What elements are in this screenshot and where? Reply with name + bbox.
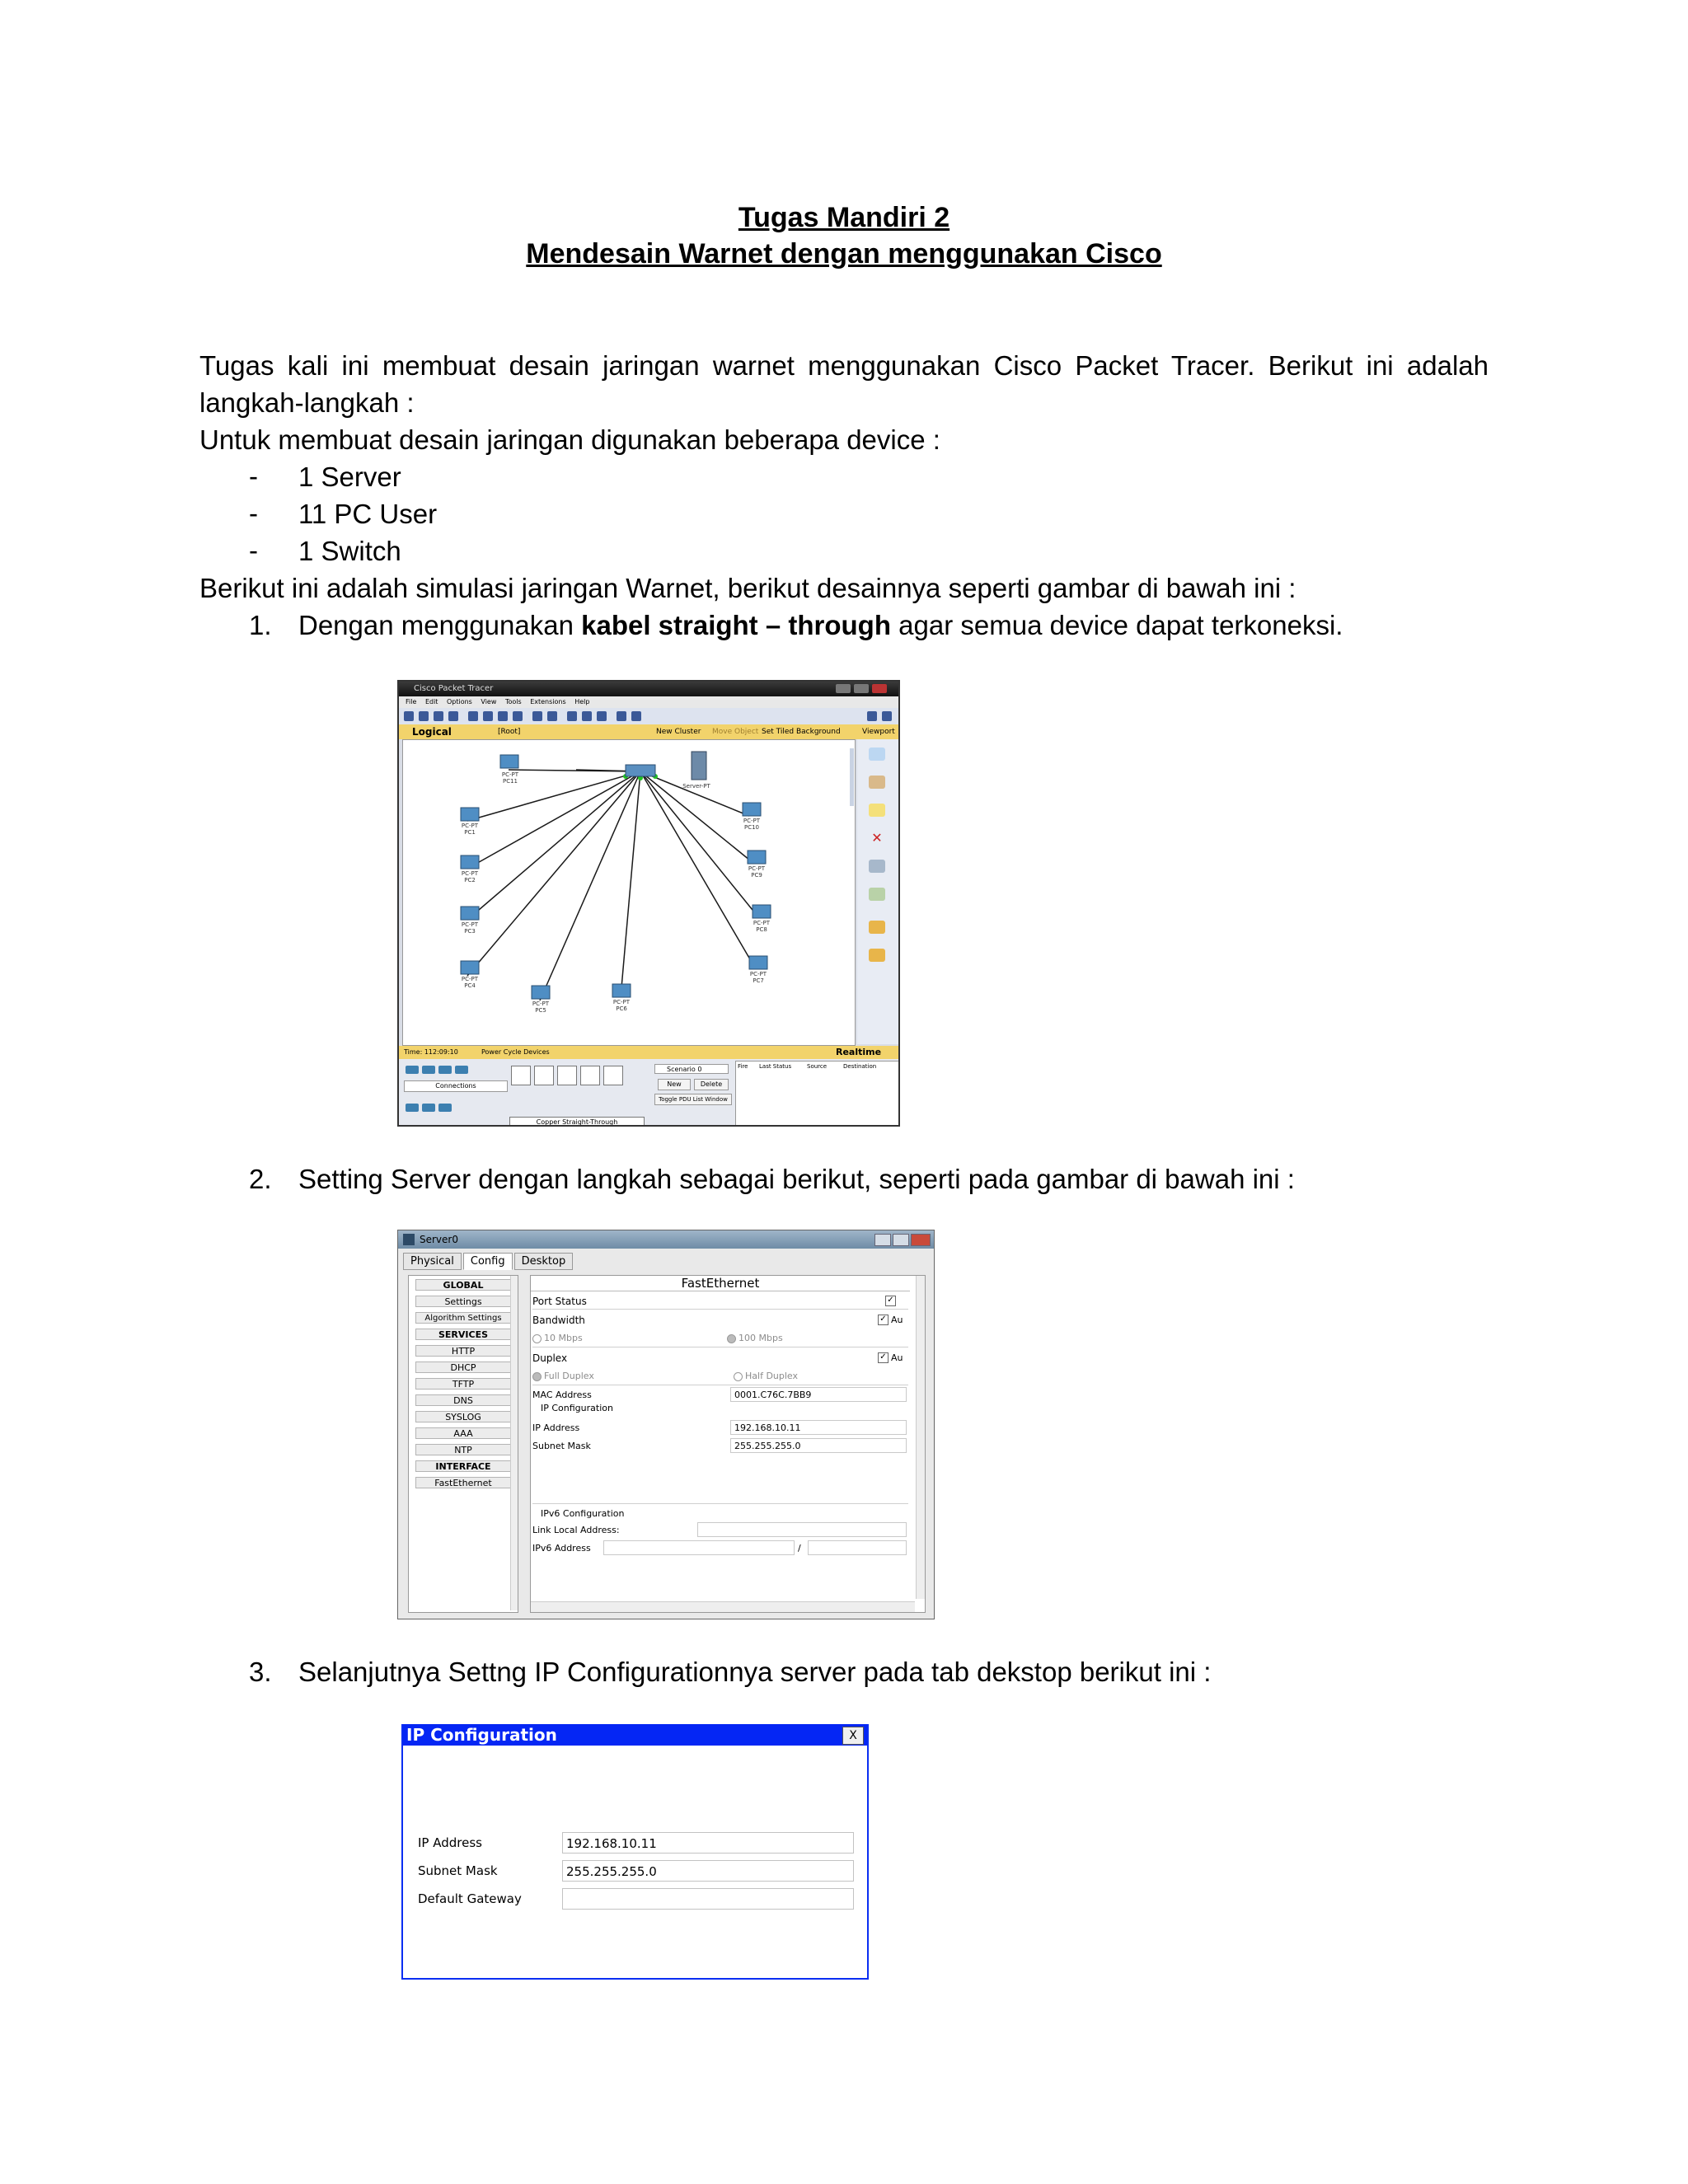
pc-type-label: PC-PT <box>501 771 519 778</box>
undo-icon[interactable] <box>532 711 542 721</box>
simulation-intro: Berikut ini adalah simulasi jaringan Warnet, berikut desainnya seperti gambar di bawah ini : <box>199 573 1296 603</box>
pt-logical-bar <box>399 724 898 739</box>
ipv6-configuration-label: IPv6 Configuration <box>541 1508 625 1519</box>
pt-workspace[interactable] <box>402 739 856 1046</box>
mac-address-label: MAC Address <box>532 1390 592 1400</box>
sidebar-item-aaa[interactable]: AAA <box>415 1427 511 1439</box>
subnet-mask-input[interactable]: 255.255.255.0 <box>562 1860 854 1882</box>
select-icon[interactable] <box>869 748 885 761</box>
full-duplex-radio[interactable] <box>532 1372 542 1381</box>
cable-type-label: Copper Straight-Through <box>509 1117 645 1127</box>
ip-address-label: IP Address <box>532 1422 580 1433</box>
menu-view[interactable]: View <box>481 698 497 705</box>
redo-icon[interactable] <box>547 711 557 721</box>
power-cycle-button[interactable]: Power Cycle Devices <box>481 1048 550 1056</box>
server-config-screenshot <box>397 1230 935 1619</box>
print-icon[interactable] <box>448 711 458 721</box>
pc-label: PC1 <box>464 829 476 836</box>
step-1-bold: kabel straight – through <box>581 610 891 640</box>
cable-line <box>540 771 640 1001</box>
step-2-text: Setting Server dengan langkah sebagai berikut, seperti pada gambar di bawah ini : <box>298 1164 1295 1194</box>
ip-address-label: IP Address <box>418 1835 482 1850</box>
auto-cable-icon[interactable] <box>511 1066 531 1085</box>
toggle-pdu-button[interactable]: Toggle PDU List Window <box>654 1094 732 1105</box>
pc-label: PC9 <box>751 872 762 879</box>
pc-label: PC3 <box>464 928 476 935</box>
sidebar-header-global: GLOBAL <box>415 1279 511 1291</box>
note-icon[interactable] <box>869 804 885 817</box>
ip-address-input[interactable]: 192.168.10.11 <box>562 1832 854 1854</box>
pc-type-label: PC-PT <box>753 920 771 926</box>
step-number: 2. <box>249 1164 272 1194</box>
pt-titlebar: Cisco Packet Tracer <box>399 682 898 696</box>
pc-type-label: PC-PT <box>461 870 479 877</box>
menu-edit[interactable]: Edit <box>424 698 438 705</box>
pc-type-label: PC-PT <box>743 818 761 824</box>
viewport-button[interactable]: Viewport <box>862 728 895 736</box>
sidebar-header-services: SERVICES <box>415 1329 511 1340</box>
step-number: 3. <box>249 1657 272 1687</box>
mac-address-field[interactable]: 0001.C76C.7BB9 <box>730 1387 907 1402</box>
open-icon[interactable] <box>419 711 429 721</box>
ip-config-titlebar: IP Configuration <box>403 1724 867 1746</box>
time-label: Time: 112:09:10 <box>404 1048 458 1056</box>
info-icon[interactable] <box>867 711 877 721</box>
pc-icon <box>461 907 479 920</box>
switch-icon <box>626 765 655 776</box>
delete-scenario-button[interactable]: Delete <box>694 1079 729 1090</box>
step-3-text: Selanjutnya Settng IP Configurationnya server pada tab dekstop berikut ini : <box>298 1657 1212 1687</box>
resize-shape-icon[interactable] <box>869 888 885 901</box>
tab-physical[interactable]: Physical <box>403 1253 462 1270</box>
scenario-select[interactable]: Scenario 0 <box>654 1064 729 1074</box>
realtime-mode-label[interactable]: Realtime <box>836 1047 882 1057</box>
link-local-field[interactable] <box>697 1522 907 1537</box>
pc-label: PC11 <box>502 778 518 785</box>
new-scenario-button[interactable]: New <box>658 1079 691 1090</box>
set-tiled-background-button[interactable]: Set Tiled Background <box>762 728 841 736</box>
pc-label: PC7 <box>753 977 764 984</box>
save-icon[interactable] <box>434 711 443 721</box>
document-title: Tugas Mandiri 2 <box>738 202 950 233</box>
pc-type-label: PC-PT <box>532 1001 550 1007</box>
duplex-label: Duplex <box>532 1352 568 1364</box>
zoom-reset-icon[interactable] <box>582 711 592 721</box>
subnet-mask-label: Subnet Mask <box>532 1441 591 1451</box>
pt-status-bar <box>399 1046 898 1059</box>
cable-line <box>640 771 756 969</box>
divider <box>532 1503 908 1504</box>
ipv6-prefix-separator: / <box>798 1543 801 1554</box>
move-object-button[interactable]: Move Object <box>712 728 759 736</box>
default-gateway-label: Default Gateway <box>418 1891 522 1906</box>
server-tabs <box>403 1252 574 1268</box>
ip-config-close-button[interactable]: X <box>842 1727 864 1745</box>
bw-100-label: 100 Mbps <box>738 1333 783 1343</box>
cable-line <box>467 771 640 821</box>
step-1-text <box>298 607 1343 644</box>
intro-paragraph: Tugas kali ini membuat desain jaringan warnet menggunakan Cisco Packet Tracer. Berikut ini adalah langkah-langkah : <box>199 350 1489 418</box>
delete-icon[interactable]: ✕ <box>871 830 883 846</box>
ipv6-address-field[interactable] <box>603 1540 795 1555</box>
pc-type-label: PC-PT <box>748 865 766 872</box>
move-layout-icon[interactable] <box>869 776 885 789</box>
pdu-list <box>735 1061 900 1127</box>
pt-right-toolbar <box>857 739 898 1044</box>
duplex-auto-label: Au <box>891 1352 903 1363</box>
pc-type-label: PC-PT <box>461 976 479 982</box>
menu-options[interactable]: Options <box>446 698 472 705</box>
sidebar-item-syslog[interactable]: SYSLOG <box>415 1411 511 1422</box>
maximize-icon <box>854 684 869 693</box>
pc-icon <box>461 855 479 869</box>
sidebar-item-algorithm-settings[interactable]: Algorithm Settings <box>415 1312 511 1324</box>
pdu-col-fire: Fire <box>738 1063 748 1070</box>
sidebar-item-dhcp[interactable]: DHCP <box>415 1361 511 1373</box>
pc-label: PC8 <box>756 926 767 933</box>
server-icon <box>692 752 706 780</box>
pt-toolbar <box>399 708 898 724</box>
palette-icon[interactable] <box>617 711 626 721</box>
pt-menubar <box>399 696 898 708</box>
pc-label: PC6 <box>616 1005 627 1012</box>
pc-type-label: PC-PT <box>749 971 767 977</box>
divider <box>532 1309 908 1310</box>
fastethernet-panel <box>530 1275 926 1613</box>
sidebar-item-tftp[interactable]: TFTP <box>415 1378 511 1390</box>
sidebar-header-interface: INTERFACE <box>415 1460 511 1472</box>
server-app-icon <box>403 1234 415 1245</box>
menu-tools[interactable]: Tools <box>504 698 522 705</box>
step-number: 1. <box>249 610 272 640</box>
pc-icon <box>461 961 479 974</box>
pc-icon <box>461 808 479 821</box>
pdu-col-last-status: Last Status <box>759 1063 792 1070</box>
bandwidth-label: Bandwidth <box>532 1315 585 1326</box>
bw-10-radio[interactable] <box>532 1334 542 1343</box>
add-simple-pdu-icon[interactable] <box>869 921 885 934</box>
bandwidth-auto-label: Au <box>891 1315 903 1325</box>
default-gateway-input[interactable] <box>562 1888 854 1910</box>
straight-through-cable-icon[interactable] <box>557 1066 577 1085</box>
hub-icon[interactable] <box>438 1066 452 1074</box>
add-complex-pdu-icon[interactable] <box>869 949 885 962</box>
sidebar-scrollbar[interactable] <box>510 1276 518 1610</box>
paste-icon[interactable] <box>513 711 523 721</box>
end-device-icon[interactable] <box>406 1104 419 1112</box>
sidebar-item-fastethernet[interactable]: FastEthernet <box>415 1477 511 1488</box>
help-icon[interactable] <box>882 711 892 721</box>
devices-intro: Untuk membuat desain jaringan digunakan beberapa device : <box>199 424 940 455</box>
port-status-checkbox[interactable]: ✓ <box>885 1296 896 1306</box>
pc-label: PC5 <box>535 1007 546 1014</box>
pc-icon <box>500 755 518 768</box>
pc-icon <box>749 956 767 969</box>
fiber-cable-icon[interactable] <box>603 1066 623 1085</box>
root-label[interactable]: [Root] <box>498 728 521 736</box>
menu-help[interactable]: Help <box>574 698 590 705</box>
console-cable-icon[interactable] <box>534 1066 554 1085</box>
router-icon[interactable] <box>406 1066 419 1074</box>
half-duplex-label: Half Duplex <box>745 1371 799 1381</box>
pc-label: PC2 <box>464 877 476 883</box>
ipv6-address-label: IPv6 Address <box>532 1543 591 1554</box>
pc-icon <box>532 986 550 999</box>
menu-extensions[interactable]: Extensions <box>530 698 566 705</box>
duplex-auto-checkbox[interactable]: ✓ <box>878 1352 889 1363</box>
server-window-titlebar: Server0 <box>398 1230 934 1249</box>
server-label: Server-PT <box>682 783 710 790</box>
pt-device-panel <box>399 1059 898 1127</box>
cable-line <box>640 771 759 918</box>
ip-configuration-screenshot <box>401 1724 869 1980</box>
port-status-label: Port Status <box>532 1296 587 1307</box>
sidebar-item-settings[interactable]: Settings <box>415 1296 511 1307</box>
new-icon[interactable] <box>404 711 414 721</box>
packet-tracer-screenshot <box>397 680 900 1127</box>
bw-10-label: 10 Mbps <box>544 1333 583 1343</box>
list-item: 1 Switch <box>298 536 401 566</box>
step-1-pre: Dengan menggunakan <box>298 610 582 640</box>
pc-icon <box>753 905 771 918</box>
sidebar-item-dns[interactable]: DNS <box>415 1394 511 1406</box>
panel-title: FastEthernet <box>531 1276 910 1291</box>
panel-vertical-scrollbar[interactable] <box>916 1276 925 1599</box>
list-bullet: - <box>249 535 258 565</box>
crossover-cable-icon[interactable] <box>580 1066 600 1085</box>
pc-icon <box>612 984 631 997</box>
scrollbar <box>850 748 854 806</box>
half-duplex-radio[interactable] <box>734 1372 743 1381</box>
wireless-icon[interactable] <box>455 1066 468 1074</box>
logical-tab[interactable]: Logical <box>412 726 452 738</box>
inspect-icon[interactable] <box>869 860 885 873</box>
pc-icon <box>743 803 761 816</box>
subnet-mask-field[interactable]: 255.255.255.0 <box>730 1438 907 1453</box>
sidebar-item-ntp[interactable]: NTP <box>415 1444 511 1455</box>
full-duplex-label: Full Duplex <box>544 1371 594 1381</box>
bandwidth-auto-checkbox[interactable]: ✓ <box>878 1315 889 1325</box>
maximize-icon[interactable] <box>893 1234 909 1246</box>
cable-line <box>621 771 640 997</box>
pc-type-label: PC-PT <box>461 823 479 829</box>
pdu-col-destination: Destination <box>843 1063 877 1070</box>
step-1-post: agar semua device dapat terkoneksi. <box>890 610 1343 640</box>
panel-horizontal-scrollbar[interactable] <box>531 1601 915 1612</box>
pc-type-label: PC-PT <box>461 921 479 928</box>
connections-label: Connections <box>404 1080 508 1092</box>
custom-icon[interactable] <box>438 1104 452 1112</box>
cable-line <box>467 771 640 920</box>
wan-icon[interactable] <box>422 1104 435 1112</box>
list-bullet: - <box>249 461 258 491</box>
ip-address-field[interactable]: 192.168.10.11 <box>730 1420 907 1435</box>
sidebar-item-http[interactable]: HTTP <box>415 1345 511 1357</box>
cable-line <box>467 771 640 976</box>
document-subtitle: Mendesain Warnet dengan menggunakan Cisco <box>526 238 1162 269</box>
tab-config[interactable]: Config <box>463 1253 513 1270</box>
close-icon <box>872 684 887 693</box>
close-icon[interactable] <box>911 1234 931 1246</box>
list-item: 11 PC User <box>298 499 438 529</box>
wizard-icon[interactable] <box>468 711 478 721</box>
subnet-mask-label: Subnet Mask <box>418 1863 498 1878</box>
custom-device-icon[interactable] <box>631 711 641 721</box>
pc-label: PC4 <box>464 982 476 989</box>
link-local-label: Link Local Address: <box>532 1525 620 1535</box>
list-bullet: - <box>249 498 258 528</box>
pc-type-label: PC-PT <box>612 999 631 1005</box>
pc-label: PC10 <box>743 824 760 831</box>
new-cluster-button[interactable]: New Cluster <box>656 728 701 736</box>
config-sidebar <box>408 1275 518 1613</box>
ip-configuration-label: IP Configuration <box>541 1403 613 1413</box>
tab-desktop[interactable]: Desktop <box>514 1253 574 1270</box>
network-info-icon[interactable] <box>483 711 493 721</box>
minimize-icon[interactable] <box>874 1234 891 1246</box>
bw-100-radio[interactable] <box>727 1334 736 1343</box>
cable-line <box>467 771 640 869</box>
zoom-in-icon[interactable] <box>567 711 577 721</box>
pc-icon <box>748 851 766 864</box>
list-item: 1 Server <box>298 462 401 492</box>
menu-file[interactable]: File <box>406 698 417 705</box>
network-topology <box>403 740 855 1045</box>
pdu-col-source: Source <box>807 1063 828 1070</box>
zoom-out-icon[interactable] <box>597 711 607 721</box>
copy-icon[interactable] <box>498 711 508 721</box>
ipv6-prefix-field[interactable] <box>808 1540 907 1555</box>
switch-category-icon[interactable] <box>422 1066 435 1074</box>
minimize-icon <box>836 684 851 693</box>
